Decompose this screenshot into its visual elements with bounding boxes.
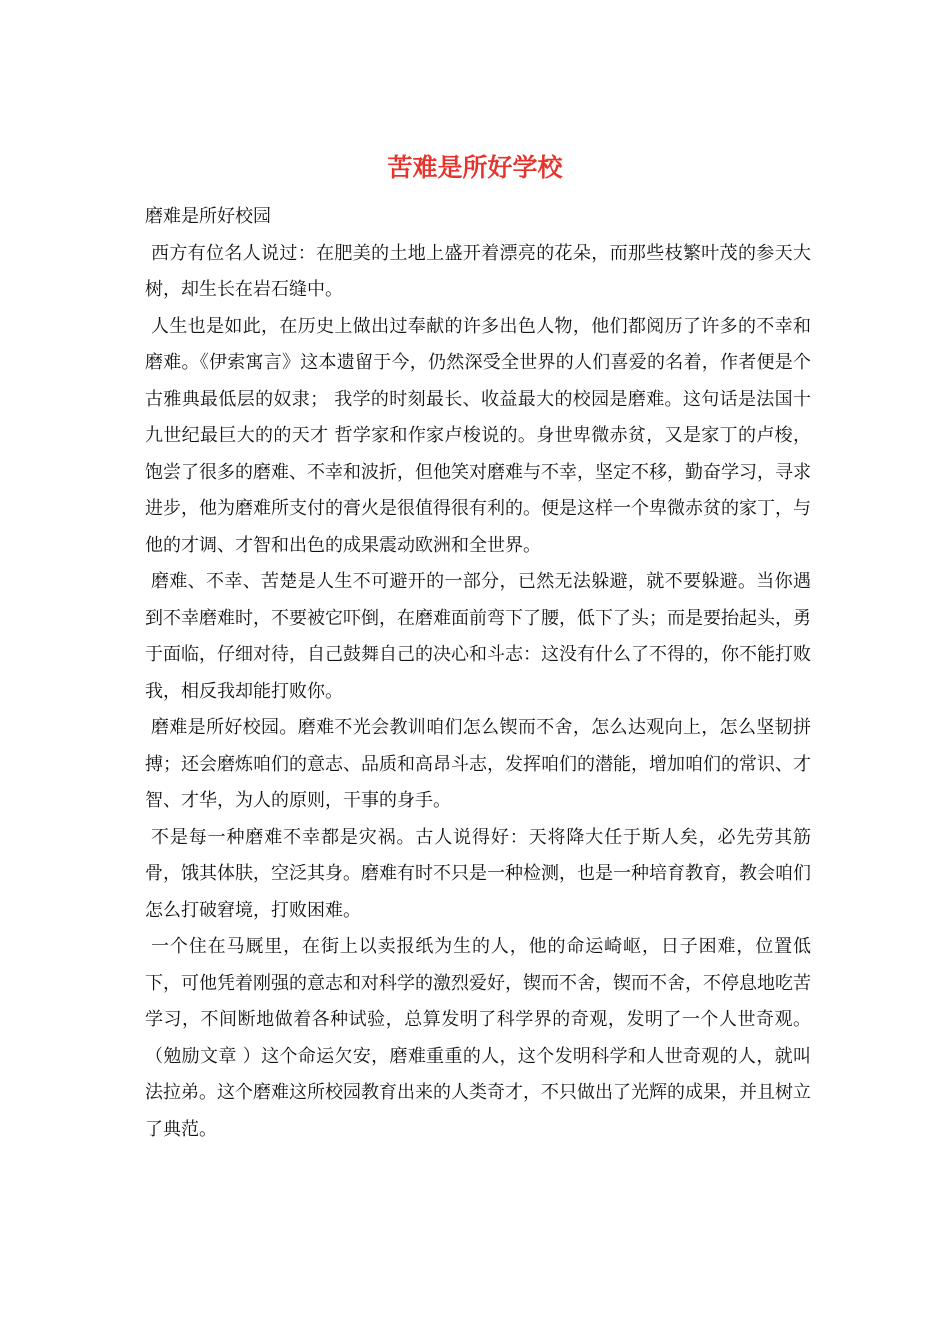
paragraph: 磨难是所好校园。磨难不光会教训咱们怎么锲而不舍，怎么达观向上，怎么坚韧拼搏；还会磨炼咱们的意志、品质和高昂斗志，发挥咱们的潜能，增加咱们的常识、才智、才华，为人的原则，干事的身手。 [145, 717, 811, 811]
document-title: 苦难是所好学校 [387, 153, 563, 182]
document-body [145, 199, 811, 1148]
document-subtitle: 磨难是所好校园 [145, 206, 271, 227]
paragraph: 不是每一种磨难不幸都是灾祸。古人说得好：天将降大任于斯人矣，必先劳其筋骨，饿其体肤，空泛其身。磨难有时不只是一种检测，也是一种培育教育，教会咱们怎么打破窘境，打败困难。 [145, 826, 811, 921]
paragraph: 西方有位名人说过：在肥美的土地上盛开着漂亮的花朵，而那些枝繁叶茂的参天大树，却生长在岩石缝中。 [145, 242, 811, 300]
paragraph: 人生也是如此，在历史上做出过奉献的许多出色人物，他们都阅历了许多的不幸和磨难。《伊索寓言》这本遗留于今，仍然深受全世界的人们喜爱的名着，作者便是个古雅典最低层的奴隶； 我学的时刻最长、收益最大的校园是磨难。这句话是法国十九世纪最巨大的的天才 哲学家和作家卢梭说的。身世卑微赤贫，又是家丁的卢梭，饱尝了很多的磨难、不幸和波折，但他笑对磨难与不幸，坚定不移，勤奋学习，寻求进步，他为磨难所支付的膏火是很值得很有利的。便是这样一个卑微赤贫的家丁，与他的才调、才智和出色的成果震动欧洲和全世界。 [145, 315, 811, 556]
paragraph: 磨难、不幸、苦楚是人生不可避开的一部分，已然无法躲避，就不要躲避。当你遇到不幸磨难时，不要被它吓倒，在磨难面前弯下了腰，低下了头；而是要抬起头，勇于面临，仔细对待，自己鼓舞自己的决心和斗志：这没有什么了不得的，你不能打败我，相反我却能打败你。 [145, 571, 811, 702]
paragraph: 一个住在马厩里，在街上以卖报纸为生的人，他的命运崎岖，日子困难，位置低下，可他凭着刚强的意志和对科学的激烈爱好，锲而不舍，锲而不舍，不停息地吃苦学习，不间断地做着各种试验，总算发明了科学界的奇观，发明了一个人世奇观。（勉励文章 ）这个命运欠安，磨难重重的人，这个发明科学和人世奇观的人，就叫法拉弟。这个磨难这所校园教育出来的人类奇才，不只做出了光辉的成果，并且树立了典范。 [145, 936, 811, 1140]
